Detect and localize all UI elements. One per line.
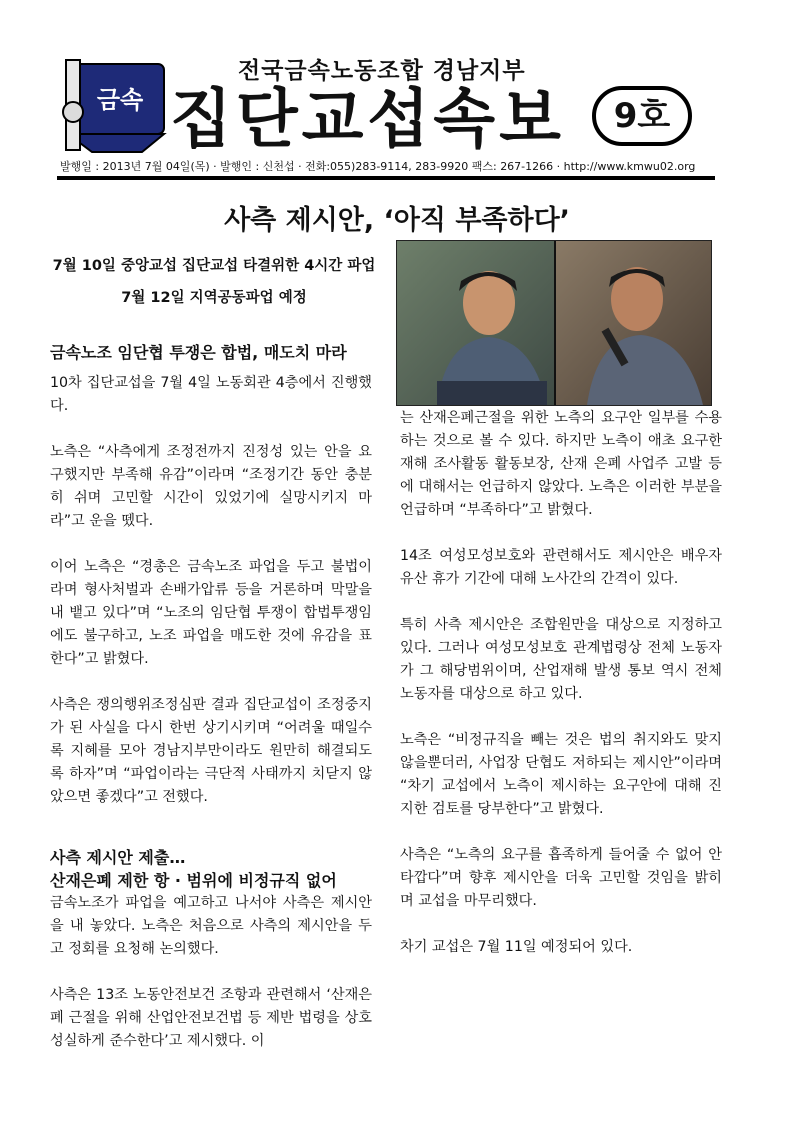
masthead-title: 집단교섭속보 xyxy=(170,83,565,157)
paragraph: 이어 노측은 “경총은 금속노조 파업을 두고 불법이라며 형사처벌과 손배가압류 등을 거론하며 막말을 내 뱉고 있다”며 “노조의 임단협 투쟁이 합법투쟁임에도 불구하고, 노조 파업을 매도한 것에 유감을 표한다”고 밝혔다. xyxy=(50,559,372,667)
organization-name: 전국금속노동조합 경남지부 xyxy=(238,58,526,84)
negotiation-photo xyxy=(396,240,712,406)
paragraph: 사측은 13조 노동안전보건 조항과 관련해서 ‘산재은폐 근절을 위해 산업안전보건법 등 제반 법령을 상호 성실하게 준수한다’고 제시했다. 이 xyxy=(50,987,372,1049)
section-title-2b: 산재은폐 제한 항 · 범위에 비정규직 없어 xyxy=(50,871,337,890)
section-title-2a: 사측 제시안 제출… xyxy=(50,848,186,867)
header-divider xyxy=(57,176,715,180)
paragraph: 사측은 “노측의 요구를 흡족하게 들어줄 수 없어 안타깝다”며 향후 제시안을 더욱 고민할 것임을 밝히며 교섭을 마무리했다. xyxy=(400,847,722,909)
right-column-text xyxy=(400,407,722,982)
paragraph: 노측은 “비정규직을 빼는 것은 법의 취지와도 맞지 않을뿐더러, 사업장 단협도 저하되는 제시안”이라며 “차기 교섭에서 노측이 제시하는 요구안에 대해 진지한 검토를 당부한다”고 밝혔다. xyxy=(400,732,722,817)
paragraph: 금속노조가 파업을 예고하고 나서야 사측은 제시안을 내 놓았다. 노측은 처음으로 사측의 제시안을 두고 정회를 요청해 논의했다. xyxy=(50,895,372,957)
publication-info: 발행일 : 2013년 7월 04일(목) · 발행인 : 신천섭 · 전화:055)283-9114, 283-9920 팩스: 267-1266 · http://www.kmwu02.org xyxy=(60,160,696,173)
paragraph: 특히 사측 제시안은 조합원만을 대상으로 지정하고 있다. 그러나 여성모성보호 관계법령상 전체 노동자가 그 해당범위이며, 산업재해 발생 통보 역시 전체 노동자를 대상으로 하고 있다. xyxy=(400,617,722,702)
paragraph: 10차 집단교섭을 7월 4일 노동회관 4층에서 진행했다. xyxy=(50,375,372,414)
paragraph: 는 산재은폐근절을 위한 노측의 요구안 일부를 수용하는 것으로 볼 수 있다. 하지만 노측이 애초 요구한 재해 조사활동 활동보장, 산재 은폐 사업주 고발 등에 대해서는 언급하지 않았다. 노측은 이러한 부분을 언급하며 “부족하다”고 밝혔다. xyxy=(400,410,722,518)
paragraph: 사측은 쟁의행위조정심판 결과 집단교섭이 조정중지가 된 사실을 다시 한번 상기시키며 “어려울 때일수록 지혜를 모아 경남지부만이라도 원만히 해결되도록 하자”며 “파업이라는 극단적 사태까지 치닫지 않았으면 좋겠다”고 전했다. xyxy=(50,697,372,805)
issue-number-badge: 9호 xyxy=(592,86,692,146)
paragraph: 차기 교섭은 7월 11일 예정되어 있다. xyxy=(400,939,633,955)
subheadline-2: 7월 12일 지역공동파업 예정 xyxy=(121,290,307,306)
paragraph: 14조 여성모성보호와 관련해서도 제시안은 배우자 유산 휴가 기간에 대해 노사간의 간격이 있다. xyxy=(400,548,722,587)
left-column-text-b xyxy=(50,892,372,1076)
logo-text: 금속 xyxy=(96,86,144,114)
paragraph: 노측은 “사측에게 조정전까지 진정성 있는 안을 요구했지만 부족해 유감”이라며 “조정기간 동안 충분히 쉬며 고민할 시간이 있었기에 실망시키지 마라”고 운을 뗐다. xyxy=(50,444,372,529)
subheadline-1: 7월 10일 중앙교섭 집단교섭 타결위한 4시간 파업 xyxy=(52,258,376,274)
article-headline: 사측 제시안, ‘아직 부족하다’ xyxy=(224,205,570,236)
left-column-text-a xyxy=(50,372,372,832)
section-title-1: 금속노조 임단협 투쟁은 합법, 매도치 마라 xyxy=(50,343,347,362)
union-logo xyxy=(62,52,172,162)
